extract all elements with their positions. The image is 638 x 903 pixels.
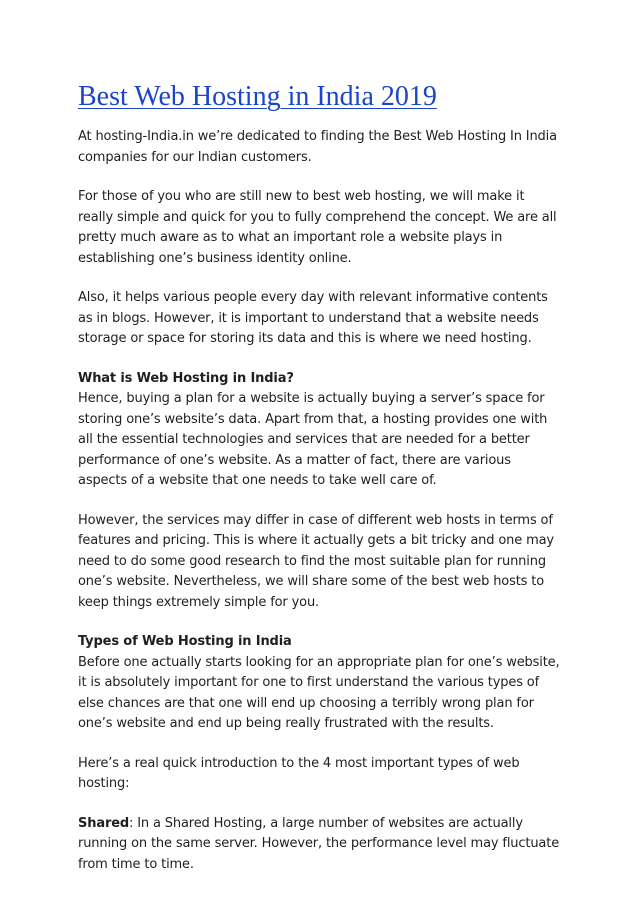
paragraph-types: Before one actually starts looking for an appropriate plan for one’s website, it is absolutely important for one to first understand the various types of else chances are that one will end up choosing a terribly wrong plan for one’s website and end up being really frustrated with the results. bbox=[78, 654, 560, 731]
paragraph-intro: At hosting-India.in we’re dedicated to finding the Best Web Hosting In India companies for our Indian customers. bbox=[78, 129, 557, 165]
paragraph-shared-body: : In a Shared Hosting, a large number of websites are actually running on the same server. However, the performance level may fluctuate from time to time. bbox=[78, 815, 560, 872]
term-shared: Shared bbox=[78, 815, 130, 831]
paragraph-quick-intro: Here’s a real quick introduction to the 4 most important types of web hosting: bbox=[78, 755, 520, 791]
document-content bbox=[78, 80, 562, 894]
section-heading-types: Types of Web Hosting in India bbox=[78, 634, 292, 649]
paragraph-services-differ: However, the services may differ in case of different web hosts in terms of features and pricing. This is where it actually gets a bit tricky and one may need to do some good research to find the most suitable plan for running one’s website. Nevertheless, we will share some of the best web hosts to keep things extremely simple for you. bbox=[78, 512, 554, 610]
paragraph-also: Also, it helps various people every day with relevant informative contents as in blogs. However, it is important to understand that a website needs storage or space for storing its data and this is where we need hosting. bbox=[78, 290, 548, 346]
document-title[interactable]: Best Web Hosting in India 2019 bbox=[78, 81, 437, 112]
paragraph-shared bbox=[78, 814, 562, 876]
paragraph-what-is: Hence, buying a plan for a website is actually buying a server’s space for storing one’s website’s data. Apart from that, a hosting provides one with all the essential technologies and services that are needed for a better performance of one’s website. As a matter of fact, there are various aspects of a website that one needs to take well care of. bbox=[78, 391, 548, 488]
paragraph-new-users: For those of you who are still new to best web hosting, we will make it really simple and quick for you to fully comprehend the concept. We are all pretty much aware as to what an important role a website plays in establishing one’s business identity online. bbox=[78, 189, 557, 266]
section-heading-what-is: What is Web Hosting in India? bbox=[78, 370, 294, 386]
